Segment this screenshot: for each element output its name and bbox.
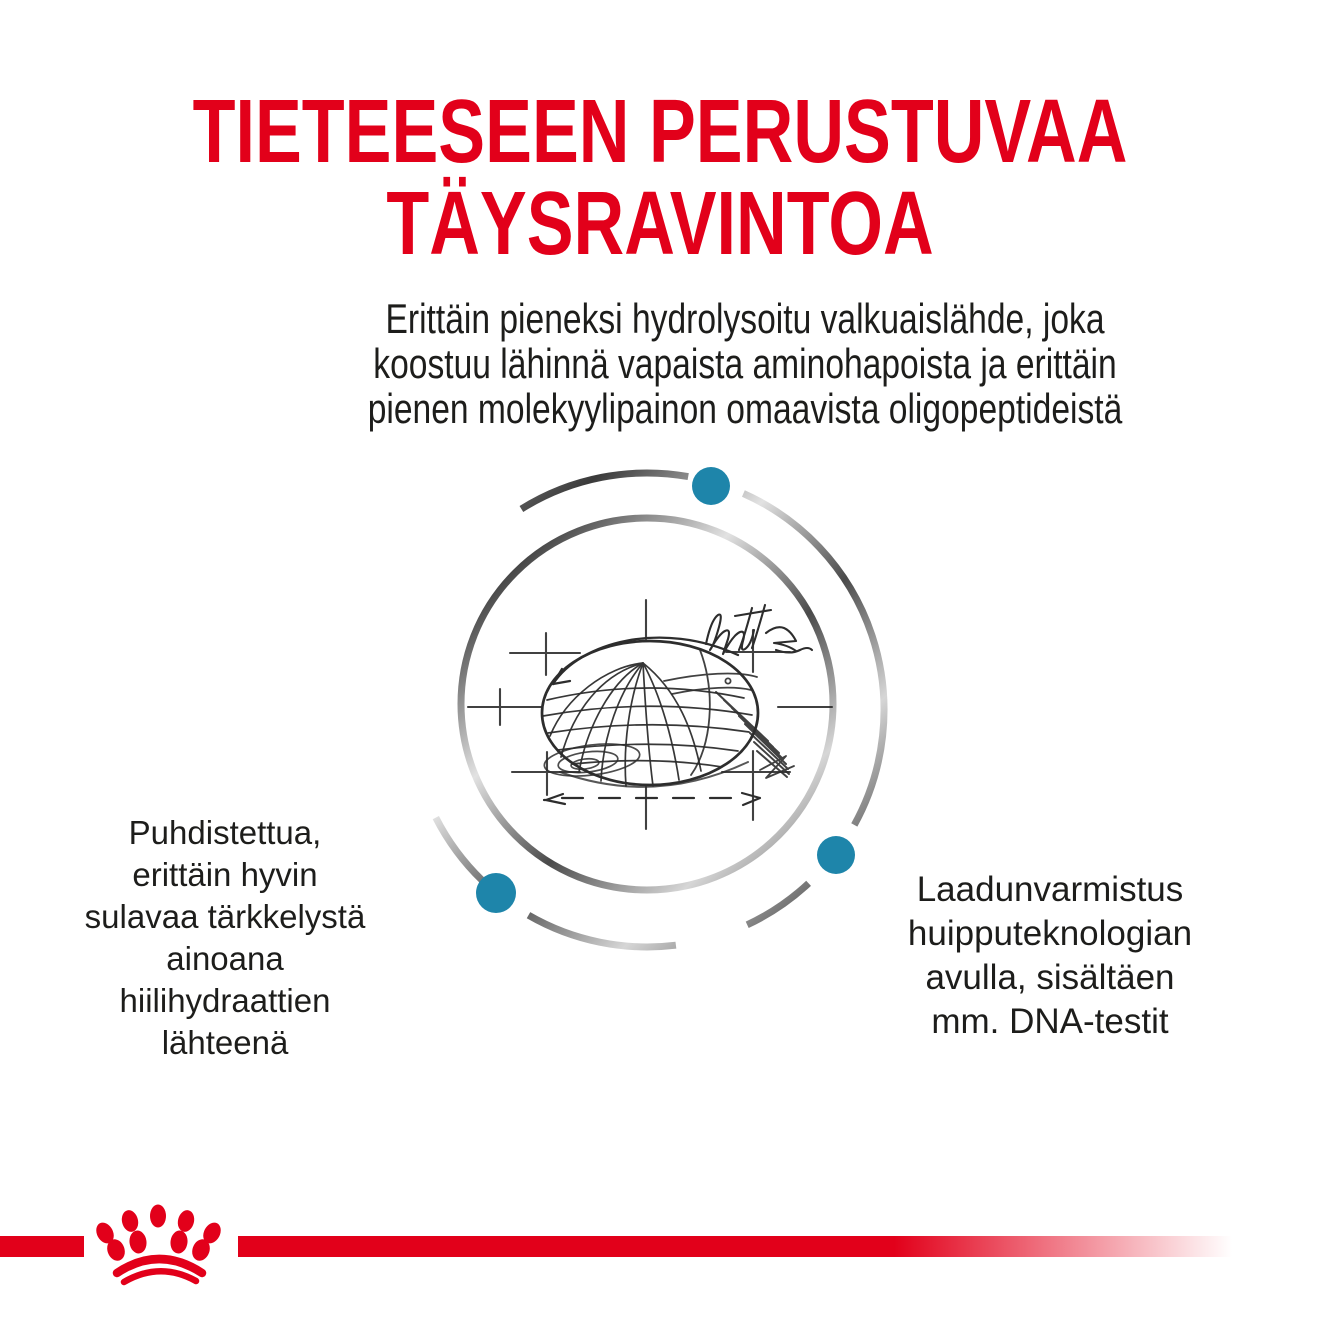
callout-protein-line: Erittäin pieneksi hydrolysoitu valkuaislähde, joka <box>385 295 1105 342</box>
callout-quality-line: huipputeknologian <box>907 914 1193 953</box>
outer-ring-arc-bottom-right <box>747 883 808 925</box>
bullet-dot-bottom-right <box>817 836 855 874</box>
page-title <box>145 82 1175 275</box>
callout-quality <box>880 868 1220 1044</box>
footer-band <box>0 1205 1232 1283</box>
callout-protein-line: pienen molekyylipainon omaavista oligopeptideistä <box>367 385 1123 432</box>
orbit-bullets <box>476 467 855 913</box>
signature-scribble <box>706 605 812 654</box>
bullet-dot-bottom-left <box>476 873 516 913</box>
page-title-line-1: TIETEESEEN PERUSTUVAA <box>192 82 1128 183</box>
callout-starch-line: lähteenä <box>161 1024 289 1061</box>
callout-starch-line: ainoana <box>166 940 284 977</box>
callout-starch <box>25 812 425 1064</box>
bullet-dot-top <box>692 467 730 505</box>
footer-band-right <box>238 1236 1232 1257</box>
outer-ring-arc-right <box>743 494 884 825</box>
royal-canin-crown-paw-icon <box>93 1205 224 1283</box>
inner-ring <box>461 518 833 890</box>
outer-ring-arc-bottom <box>529 915 676 947</box>
callout-starch-line: hiilihydraattien <box>119 982 331 1019</box>
callout-starch-line: erittäin hyvin <box>132 856 318 893</box>
kibble-technical-sketch-icon <box>468 600 832 829</box>
outer-ring-arc-top-left <box>521 473 688 509</box>
callout-protein-line: koostuu lähinnä vapaista aminohapoista ja erittäin <box>373 340 1117 387</box>
callout-starch-line: sulavaa tärkkelystä <box>84 898 366 935</box>
callout-quality-line: Laadunvarmistus <box>916 870 1184 909</box>
callout-quality-line: avulla, sisältäen <box>925 958 1175 997</box>
outer-ring-arc-left <box>436 818 483 881</box>
callout-quality-line: mm. DNA-testit <box>931 1002 1169 1041</box>
callout-protein <box>285 296 1205 431</box>
page-title-line-2: TÄYSRAVINTOA <box>386 174 934 275</box>
footer-band-left <box>0 1236 84 1257</box>
callout-starch-line: Puhdistettua, <box>128 814 322 851</box>
